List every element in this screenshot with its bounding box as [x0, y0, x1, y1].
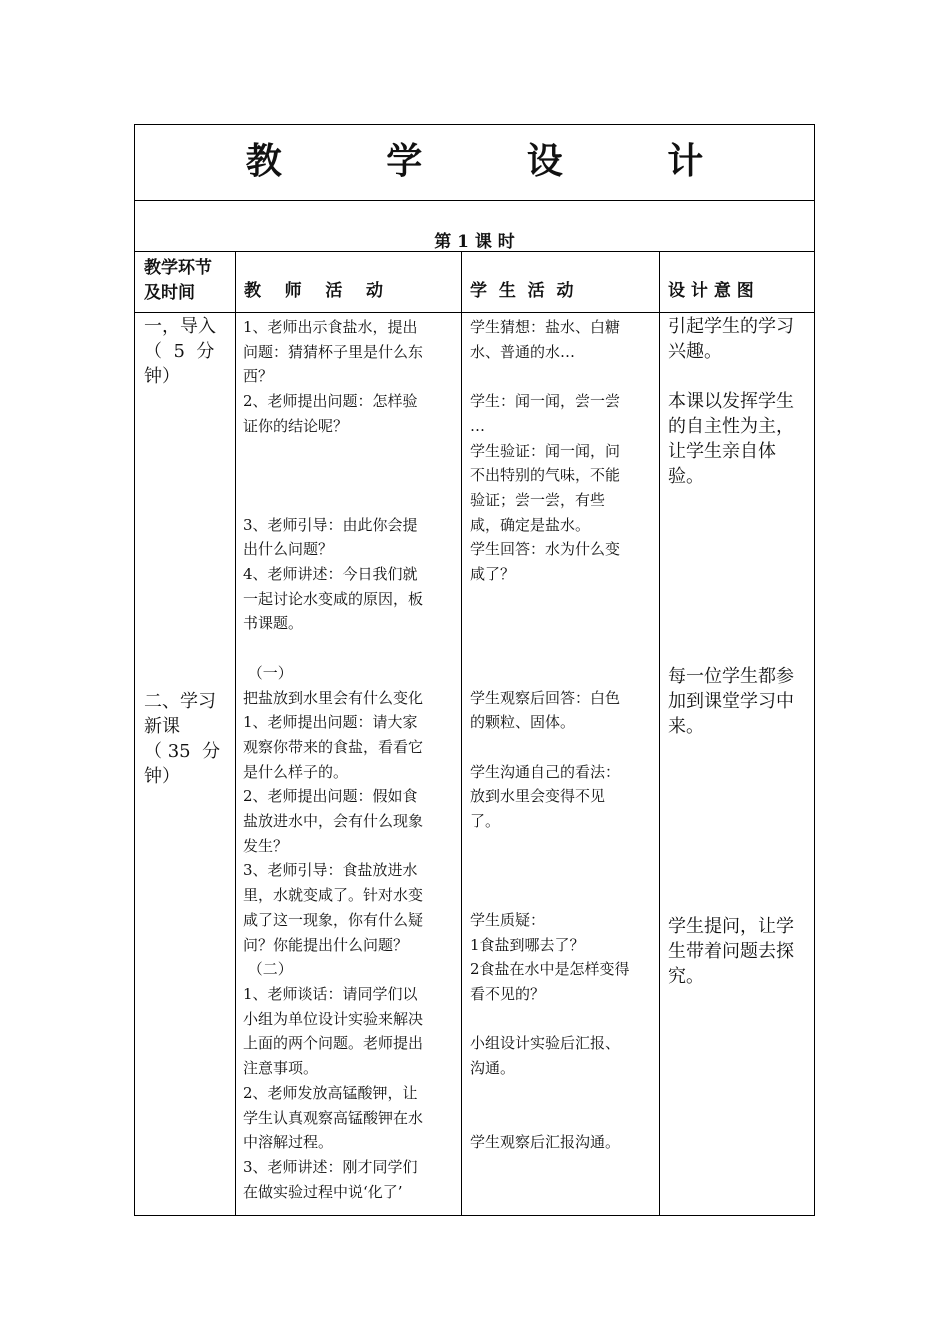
text-line — [144, 664, 230, 689]
text-line: 的颗粒、固体。 — [470, 713, 576, 732]
teacher-activity-column — [243, 315, 457, 1204]
text-line: 小组为单位设计实验来解决 — [243, 1009, 424, 1028]
text-line — [144, 389, 230, 414]
table-divider — [135, 312, 814, 313]
text-line: 在做实验过程中说‘化了’ — [243, 1182, 403, 1201]
text-line — [243, 439, 457, 464]
text-line: 中溶解过程。 — [243, 1133, 334, 1152]
text-line: 书课题。 — [243, 614, 304, 633]
column-divider — [235, 251, 236, 1215]
text-line: 1食盐到哪去了？ — [470, 935, 585, 954]
stage-column — [144, 314, 230, 789]
header-teacher: 教 师 活 动 — [244, 281, 384, 301]
table-divider — [135, 251, 814, 252]
text-line: … — [470, 416, 485, 435]
text-line: 是什么样子的。 — [243, 762, 349, 781]
text-line: 小组设计实验后汇报、 — [470, 1034, 621, 1053]
text-line: 不出特别的气味，不能 — [470, 466, 621, 485]
text-line: 咸了这一现象，你有什么疑 — [243, 910, 424, 929]
text-line — [668, 614, 810, 639]
text-line — [668, 764, 810, 789]
text-line — [470, 735, 654, 760]
text-line — [144, 439, 230, 464]
text-line: 一起讨论水变咸的原因，板 — [243, 589, 424, 608]
text-line — [243, 488, 457, 513]
text-line: （ 35 分 — [144, 741, 221, 762]
text-line: 发生？ — [243, 836, 289, 855]
text-line: 2、老师提出问题：怎样验 — [243, 392, 418, 411]
text-line — [668, 889, 810, 914]
text-line: 一，导入 — [144, 316, 216, 337]
header-student: 学 生 活 动 — [470, 281, 574, 301]
text-line — [668, 864, 810, 889]
text-line: 来。 — [668, 716, 704, 737]
text-line: 3、老师引导：食盐放进水 — [243, 861, 418, 880]
text-line: 钟） — [144, 366, 180, 387]
text-line — [144, 564, 230, 589]
text-line — [144, 614, 230, 639]
text-line: 本课以发挥学生 — [668, 391, 794, 412]
text-line: 注意事项。 — [243, 1059, 319, 1078]
text-line: 问题：猜猜杯子里是什么东 — [243, 342, 424, 361]
text-line: 学生猜想：盐水、白糖 — [470, 318, 621, 336]
text-line: 学生沟通自己的看法： — [470, 762, 621, 781]
text-line — [470, 661, 654, 686]
lesson-number: 第 1 课 时 — [434, 232, 515, 252]
document-title: 教 学 设 计 — [245, 140, 750, 182]
text-line — [144, 514, 230, 539]
text-line — [144, 539, 230, 564]
text-line — [144, 639, 230, 664]
text-line — [243, 463, 457, 488]
text-line: 3、老师引导：由此你会提 — [243, 515, 418, 534]
text-line: 学生：闻一闻，尝一尝 — [470, 392, 621, 411]
text-line: 4、老师讲述：今日我们就 — [243, 565, 418, 584]
text-line: 证你的结论呢？ — [243, 416, 349, 435]
text-line: 1、老师谈话：请同学们以 — [243, 984, 418, 1003]
text-line: 问？你能提出什么问题？ — [243, 935, 409, 954]
text-line: 学生认真观察高锰酸钾在水 — [243, 1108, 424, 1127]
text-line — [144, 464, 230, 489]
text-line — [668, 539, 810, 564]
text-line: 看不见的？ — [470, 984, 546, 1003]
text-line: 把盐放到水里会有什么变化 — [243, 688, 424, 707]
text-line: 学生观察后汇报沟通。 — [470, 1133, 621, 1152]
table-divider — [135, 200, 814, 201]
text-line — [668, 639, 810, 664]
text-line — [470, 834, 654, 859]
text-line: 咸，确定是盐水。 — [470, 515, 591, 534]
column-divider — [461, 251, 462, 1215]
text-line: 验。 — [668, 466, 704, 487]
lesson-plan-table — [134, 124, 815, 1216]
text-line: 兴趣。 — [668, 341, 722, 362]
column-divider — [659, 251, 660, 1215]
text-line: 学生质疑： — [470, 910, 546, 929]
text-line: （二） — [243, 960, 293, 979]
text-line: 了。 — [470, 812, 501, 831]
header-intent: 设 计 意 图 — [668, 281, 754, 301]
text-line — [668, 814, 810, 839]
text-line — [144, 489, 230, 514]
text-line: （一） — [243, 663, 293, 682]
text-line — [470, 611, 654, 636]
text-line: 学生回答：水为什么变 — [470, 540, 621, 559]
text-line: 学生验证：闻一闻，问 — [470, 441, 621, 460]
text-line — [668, 564, 810, 589]
text-line: 西？ — [243, 367, 274, 386]
text-line: 每一位学生都参 — [668, 666, 794, 687]
text-line — [668, 789, 810, 814]
text-line: 新课 — [144, 716, 180, 737]
text-line: 的自主性为主， — [668, 416, 794, 437]
text-line — [470, 1081, 654, 1106]
text-line — [470, 636, 654, 661]
text-line — [668, 589, 810, 614]
text-line — [470, 1007, 654, 1032]
text-line — [470, 883, 654, 908]
text-line — [144, 414, 230, 439]
text-line: 3、老师讲述：刚才同学们 — [243, 1157, 418, 1176]
text-line: 学生观察后回答：白色 — [470, 688, 621, 707]
text-line — [470, 858, 654, 883]
text-line: 学生提问，让学 — [668, 916, 794, 937]
text-line: 二、学习 — [144, 691, 216, 712]
text-line: 盐放进水中，会有什么现象 — [243, 812, 424, 831]
text-line: 加到课堂学习中 — [668, 691, 794, 712]
text-line: 1、老师出示食盐水，提出 — [243, 318, 418, 336]
text-line: 水、普通的水… — [470, 342, 576, 361]
text-line: 生带着问题去探 — [668, 941, 794, 962]
text-line — [668, 839, 810, 864]
text-line: 里，水就变咸了。针对水变 — [243, 886, 424, 905]
text-line — [668, 364, 810, 389]
text-line: 1、老师提出问题：请大家 — [243, 713, 418, 732]
text-line: 2、老师发放高锰酸钾，让 — [243, 1083, 418, 1102]
text-line — [668, 514, 810, 539]
text-line: （ 5 分 — [144, 341, 215, 362]
student-activity-column — [470, 315, 654, 1155]
text-line: 放到水里会变得不见 — [470, 787, 606, 806]
text-line: 沟通。 — [470, 1059, 516, 1078]
text-line — [243, 636, 457, 661]
text-line: 引起学生的学习 — [668, 316, 794, 337]
text-line: 咸了？ — [470, 565, 516, 584]
text-line: 2、老师提出问题：假如食 — [243, 787, 418, 806]
text-line: 2食盐在水中是怎样变得 — [470, 960, 630, 979]
text-line: 观察你带来的食盐，看看它 — [243, 737, 424, 756]
header-stage: 教学环节 及时间 — [144, 258, 212, 303]
text-line: 出什么问题？ — [243, 540, 334, 559]
text-line: 钟） — [144, 766, 180, 787]
text-line — [144, 589, 230, 614]
text-line: 让学生亲自体 — [668, 441, 776, 462]
design-intent-column — [668, 314, 810, 989]
text-line — [470, 1106, 654, 1131]
text-line: 上面的两个问题。老师提出 — [243, 1034, 424, 1053]
text-line — [470, 587, 654, 612]
text-line: 验证；尝一尝，有些 — [470, 490, 606, 509]
text-line — [668, 489, 810, 514]
text-line: 究。 — [668, 966, 704, 987]
text-line — [470, 364, 654, 389]
text-line — [668, 739, 810, 764]
